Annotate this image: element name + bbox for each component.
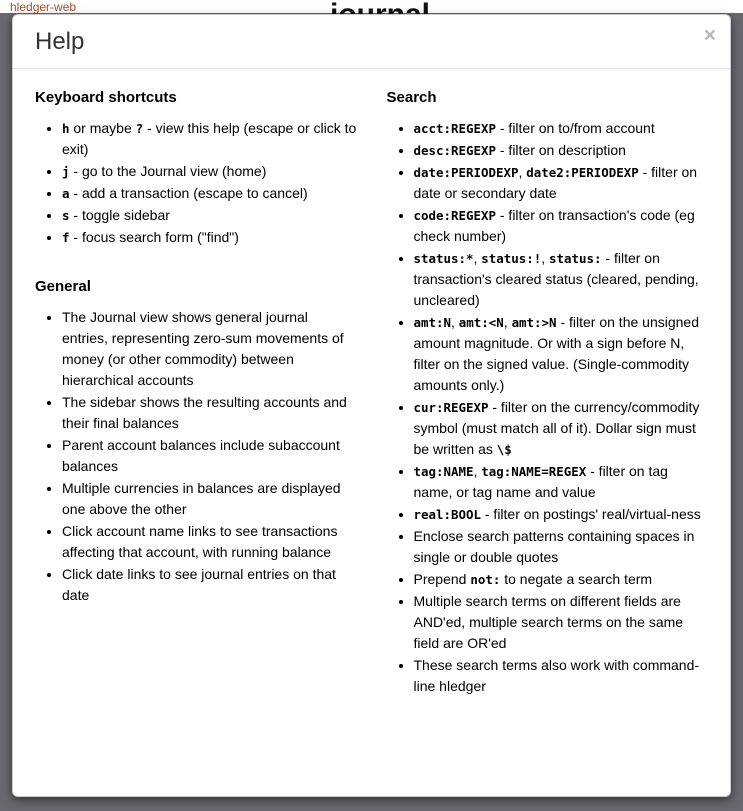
text-segment: - filter on postings' real/virtual-ness — [480, 505, 701, 522]
text-segment: - filter on description — [495, 141, 626, 158]
modal-body — [13, 69, 730, 796]
text-segment: to negate a search term — [500, 570, 653, 587]
page-header-strip — [0, 0, 743, 13]
code-term: tag:NAME=REGEX — [481, 463, 587, 479]
text-segment: , — [473, 249, 482, 266]
text-segment: The Journal view shows general journal entries, representing zero-sum movements of money (or other commodity) between hierarchical accounts — [62, 308, 344, 388]
text-segment: - filter on the unsigned amount magnitude. Or with a sign before N, filter on the signed value. (Single-commodity amounts only.) — [413, 313, 699, 393]
text-segment: , — [541, 249, 550, 266]
list-item — [414, 162, 709, 204]
code-term: amt:<N — [458, 314, 504, 330]
list-item — [414, 312, 709, 396]
list-item — [62, 564, 357, 606]
code-term: real:BOOL — [413, 506, 481, 522]
text-segment: Prepend — [413, 570, 471, 587]
code-term: code:REGEXP — [413, 207, 496, 223]
code-term: status:* — [413, 250, 474, 266]
list-item — [62, 435, 357, 477]
section-search — [387, 89, 709, 697]
list-item — [62, 161, 357, 182]
section-general — [35, 278, 357, 606]
code-term: tag:NAME — [413, 463, 474, 479]
code-term: a — [62, 185, 70, 201]
list-item — [414, 205, 709, 247]
text-segment: Multiple currencies in balances are displayed one above the other — [62, 479, 341, 517]
section-keyboard-shortcuts — [35, 89, 357, 248]
text-segment: Click account name links to see transactions affecting that account, with running balance — [62, 522, 338, 560]
code-term: h — [62, 120, 70, 136]
section-title-general: General — [35, 277, 91, 295]
code-term: \$ — [496, 441, 512, 457]
list-item — [414, 591, 709, 654]
list-item — [414, 569, 709, 590]
text-segment: Parent account balances include subaccount balances — [62, 436, 340, 474]
brand-link[interactable]: hledger-web — [10, 0, 77, 14]
text-segment: The sidebar shows the resulting accounts and their final balances — [62, 393, 347, 431]
text-segment: Click date links to see journal entries on that date — [62, 565, 336, 603]
text-segment: , — [473, 462, 482, 479]
text-segment: - filter on date or secondary date — [413, 163, 698, 201]
list-item — [414, 248, 709, 311]
list-item — [414, 118, 709, 139]
list-item — [62, 392, 357, 434]
close-icon[interactable]: × — [703, 24, 716, 47]
code-term: cur:REGEXP — [413, 399, 489, 415]
code-term: amt:>N — [511, 314, 557, 330]
text-segment: - go to the Journal view (home) — [69, 162, 267, 179]
code-term: ? — [135, 120, 144, 136]
code-term: f — [62, 229, 70, 245]
text-segment: - focus search form ("find") — [69, 228, 239, 245]
modal-header — [13, 15, 730, 69]
text-segment: - filter on tag name, or tag name and value — [413, 462, 668, 500]
list-item — [62, 521, 357, 563]
list-item — [62, 118, 357, 160]
help-modal — [12, 14, 731, 797]
text-segment: - add a transaction (escape to cancel) — [69, 184, 308, 201]
left-column — [35, 83, 357, 778]
code-term: status:! — [481, 250, 542, 266]
list-item — [62, 205, 357, 226]
text-segment: , — [451, 313, 459, 330]
text-segment: - toggle sidebar — [69, 206, 170, 223]
section-title-search: Search — [386, 88, 437, 106]
code-term: date:PERIODEXP — [413, 164, 519, 180]
list-item — [62, 227, 357, 248]
text-segment: - filter on transaction's code (eg check number) — [413, 206, 695, 244]
text-segment: - filter on the currency/commodity symbol (must match all of it). Dollar sign must be written as — [413, 398, 700, 457]
text-segment: Enclose search patterns containing spaces in single or double quotes — [413, 527, 695, 565]
list-item — [414, 655, 709, 697]
text-segment: - filter on transaction's cleared status (cleared, pending, uncleared) — [413, 249, 699, 308]
list-item — [414, 504, 709, 525]
section-title-keyboard-shortcuts: Keyboard shortcuts — [35, 88, 177, 106]
text-segment: These search terms also work with command-line hledger — [413, 656, 700, 694]
text-segment: - view this help (escape or click to exit) — [62, 119, 357, 157]
text-segment: or maybe — [69, 119, 136, 136]
text-segment: , — [503, 313, 512, 330]
search-list — [387, 118, 709, 697]
code-term: amt:N — [413, 314, 451, 330]
code-term: date2:PERIODEXP — [526, 164, 639, 180]
text-segment: Multiple search terms on different fields are AND'ed, multiple search terms on the same field are OR'ed — [413, 592, 684, 651]
keyboard-shortcuts-list — [35, 118, 357, 248]
modal-title: Help — [35, 28, 85, 55]
right-column — [387, 83, 709, 778]
code-term: s — [62, 207, 70, 223]
code-term: status: — [549, 250, 602, 266]
list-item — [414, 526, 709, 568]
list-item — [62, 183, 357, 204]
code-term: not: — [470, 571, 501, 587]
code-term: j — [62, 163, 70, 179]
code-term: desc:REGEXP — [413, 142, 496, 158]
general-list — [35, 307, 357, 606]
list-item — [414, 397, 709, 460]
list-item — [414, 140, 709, 161]
list-item — [414, 461, 709, 503]
text-segment: , — [518, 163, 527, 180]
list-item — [62, 478, 357, 520]
list-item — [62, 307, 357, 391]
text-segment: - filter on to/from account — [495, 119, 655, 136]
code-term: acct:REGEXP — [413, 120, 496, 136]
